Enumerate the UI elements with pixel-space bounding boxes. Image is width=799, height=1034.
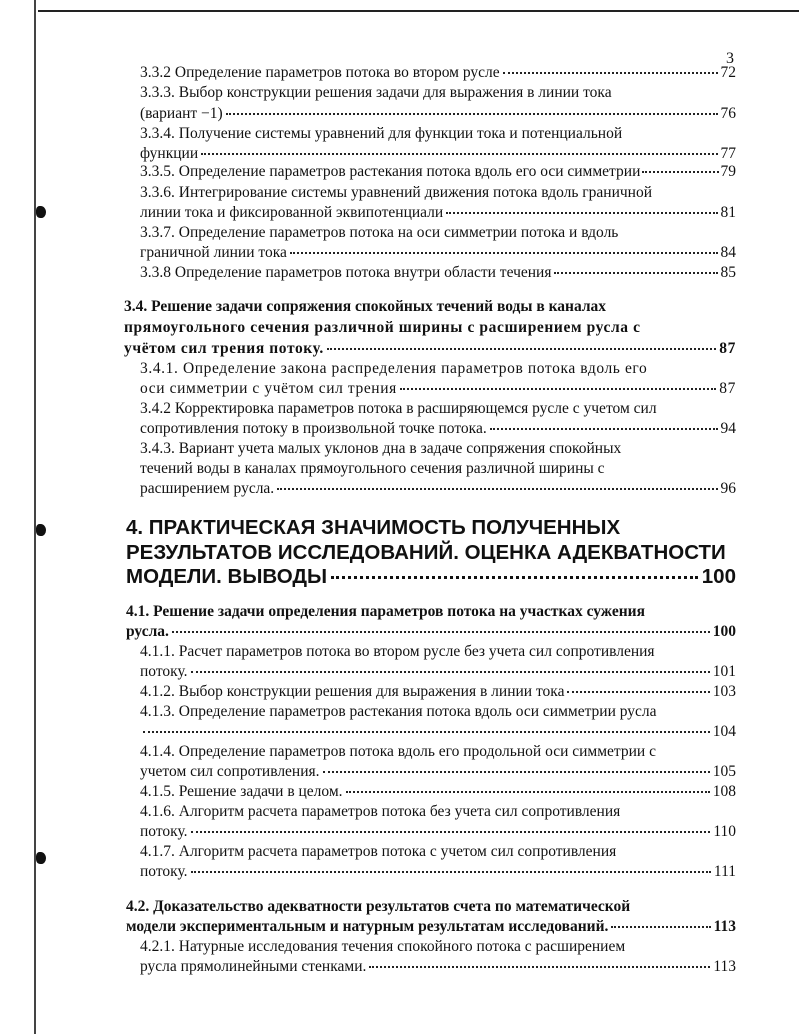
scan-blot-mark — [36, 852, 46, 864]
toc-line: 4.1.7. Алгоритм расчета параметров потока с учетом сил сопротивления — [140, 843, 617, 860]
toc-line: 3.3.3. Выбор конструкции решения задачи для выражения в линии тока — [140, 84, 612, 101]
section-heading-line: русла. 100 — [126, 623, 736, 640]
section-heading-line: учётом сил трения потоку. 87 — [124, 340, 736, 357]
toc-line: 4.1.2. Выбор конструкции решения для выражения в линии тока 103 — [140, 683, 736, 700]
toc-line: граничной линии тока 84 — [140, 244, 736, 261]
section-heading-line: прямоугольного сечения различной ширины с расширением русла с — [124, 319, 641, 336]
toc-line: 4.1.6. Алгоритм расчета параметров потока без учета сил сопротивления — [140, 803, 621, 820]
toc-line: линии тока и фиксированной эквипотенциали 81 — [140, 204, 736, 221]
scan-left-border — [34, 0, 36, 1034]
chapter-heading-line: 4. ПРАКТИЧЕСКАЯ ЗНАЧИМОСТЬ ПОЛУЧЕННЫХ — [126, 516, 621, 539]
toc-line: 3.3.8 Определение параметров потока внутри области течения 85 — [140, 264, 736, 281]
toc-line: 3.3.7. Определение параметров потока на оси симметрии потока и вдоль — [140, 224, 619, 241]
page-number: 3 — [726, 50, 734, 67]
toc-line: 3.3.4. Получение системы уравнений для функции тока и потенциальной — [140, 125, 623, 142]
chapter-heading-line: РЕЗУЛЬТАТОВ ИССЛЕДОВАНИЙ. ОЦЕНКА АДЕКВАТНОСТИ — [126, 541, 726, 564]
section-heading-line: модели экспериментальным и натурным результатам исследований. 113 — [126, 918, 736, 935]
toc-line: 4.1.3. Определение параметров растекания потока вдоль оси симметрии русла — [140, 703, 657, 720]
scan-blot-mark — [36, 206, 46, 218]
section-heading-line: 4.1. Решение задачи определения параметров потока на участках сужения — [126, 603, 645, 620]
toc-line: 3.3.2 Определение параметров потока во втором русле 72 — [140, 64, 736, 81]
toc-line: (вариант −1) 76 — [140, 105, 736, 122]
scan-blot-mark — [36, 524, 46, 536]
toc-line: 3.4.1. Определение закона распределения параметров потока вдоль его — [140, 360, 648, 377]
toc-line: 3.3.6. Интегрирование системы уравнений движения потока вдоль граничной — [140, 184, 653, 201]
toc-line: потоку. 101 — [140, 663, 736, 680]
toc-line: сопротивления потоку в произвольной точке потока. 94 — [140, 420, 736, 437]
toc-line: 3.4.3. Вариант учета малых уклонов дна в задаче сопряжения спокойных — [140, 440, 622, 457]
section-heading-line: 3.4. Решение задачи сопряжения спокойных течений воды в каналах — [124, 298, 607, 315]
scan-top-border — [38, 10, 799, 12]
toc-line: учетом сил сопротивления. 105 — [140, 763, 736, 780]
toc-line: оси симметрии с учётом сил трения 87 — [140, 380, 736, 397]
toc-line: 4.1.5. Решение задачи в целом. 108 — [140, 783, 736, 800]
toc-line: 4.2.1. Натурные исследования течения спокойного потока с расширением — [140, 938, 626, 955]
toc-line: 104 — [140, 723, 736, 741]
toc-line: потоку. 111 — [140, 863, 736, 880]
toc-line: 3.4.2 Корректировка параметров потока в расширяющемся русле с учетом сил — [140, 400, 657, 417]
chapter-heading-line: МОДЕЛИ. ВЫВОДЫ 100 — [126, 565, 736, 588]
toc-line: 3.3.5. Определение параметров растекания потока вдоль его оси симметрии 79 — [140, 163, 736, 180]
toc-line: 4.1.4. Определение параметров потока вдоль его продольной оси симметрии с — [140, 743, 656, 760]
toc-line: русла прямолинейными стенками. 113 — [140, 958, 736, 975]
toc-line: расширением русла. 96 — [140, 480, 736, 497]
toc-line: 4.1.1. Расчет параметров потока во втором русле без учета сил сопротивления — [140, 643, 655, 660]
toc-line: функции 77 — [140, 145, 736, 162]
section-heading-line: 4.2. Доказательство адекватности результатов счета по математической — [126, 898, 631, 915]
toc-line: течений воды в каналах прямоугольного сечения различной ширины с — [140, 460, 605, 477]
toc-line: потоку. 110 — [140, 823, 736, 840]
